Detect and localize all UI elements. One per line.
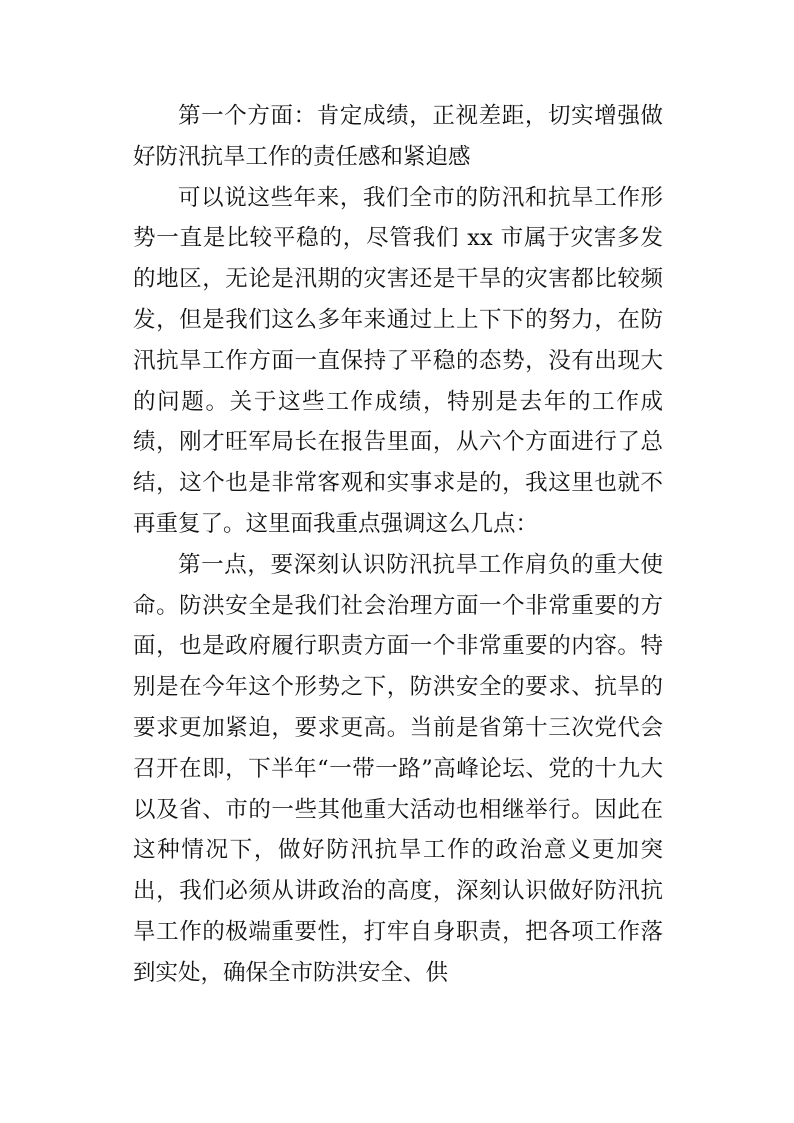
paragraph-1: 可以说这些年来，我们全市的防汛和抗旱工作形势一直是比较平稳的，尽管我们 xx 市属于灾害多发的地区，无论是汛期的灾害还是干旱的灾害都比较频发，但是我们这么多年来通过上上下下的努力，在防汛抗旱工作方面一直保持了平稳的态势，没有出现大的问题。关于这些工作成绩，特别是去年的工作成绩，刚才旺军局长在报告里面，从六个方面进行了总结，这个也是非常客观和实事求是的，我这里也就不再重复了。这里面我重点强调这么几点： <box>133 184 663 537</box>
section-heading: 第一个方面：肯定成绩，正视差距，切实增强做好防汛抗旱工作的责任感和紧迫感 <box>133 103 663 170</box>
document-page <box>133 96 663 994</box>
paragraph-2: 第一点，要深刻认识防汛抗旱工作肩负的重大使命。防洪安全是我们社会治理方面一个非常重要的方面，也是政府履行职责方面一个非常重要的内容。特别是在今年这个形势之下，防洪安全的要求、抗旱的要求更加紧迫，要求更高。当前是省第十三次党代会召开在即，下半年“一带一路”高峰论坛、党的十九大以及省、市的一些其他重大活动也相继举行。因此在这种情况下，做好防汛抗旱工作的政治意义更加突出，我们必须从讲政治的高度，深刻认识做好防汛抗旱工作的极端重要性，打牢自身职责，把各项工作落到实处，确保全市防洪安全、供 <box>133 551 663 986</box>
